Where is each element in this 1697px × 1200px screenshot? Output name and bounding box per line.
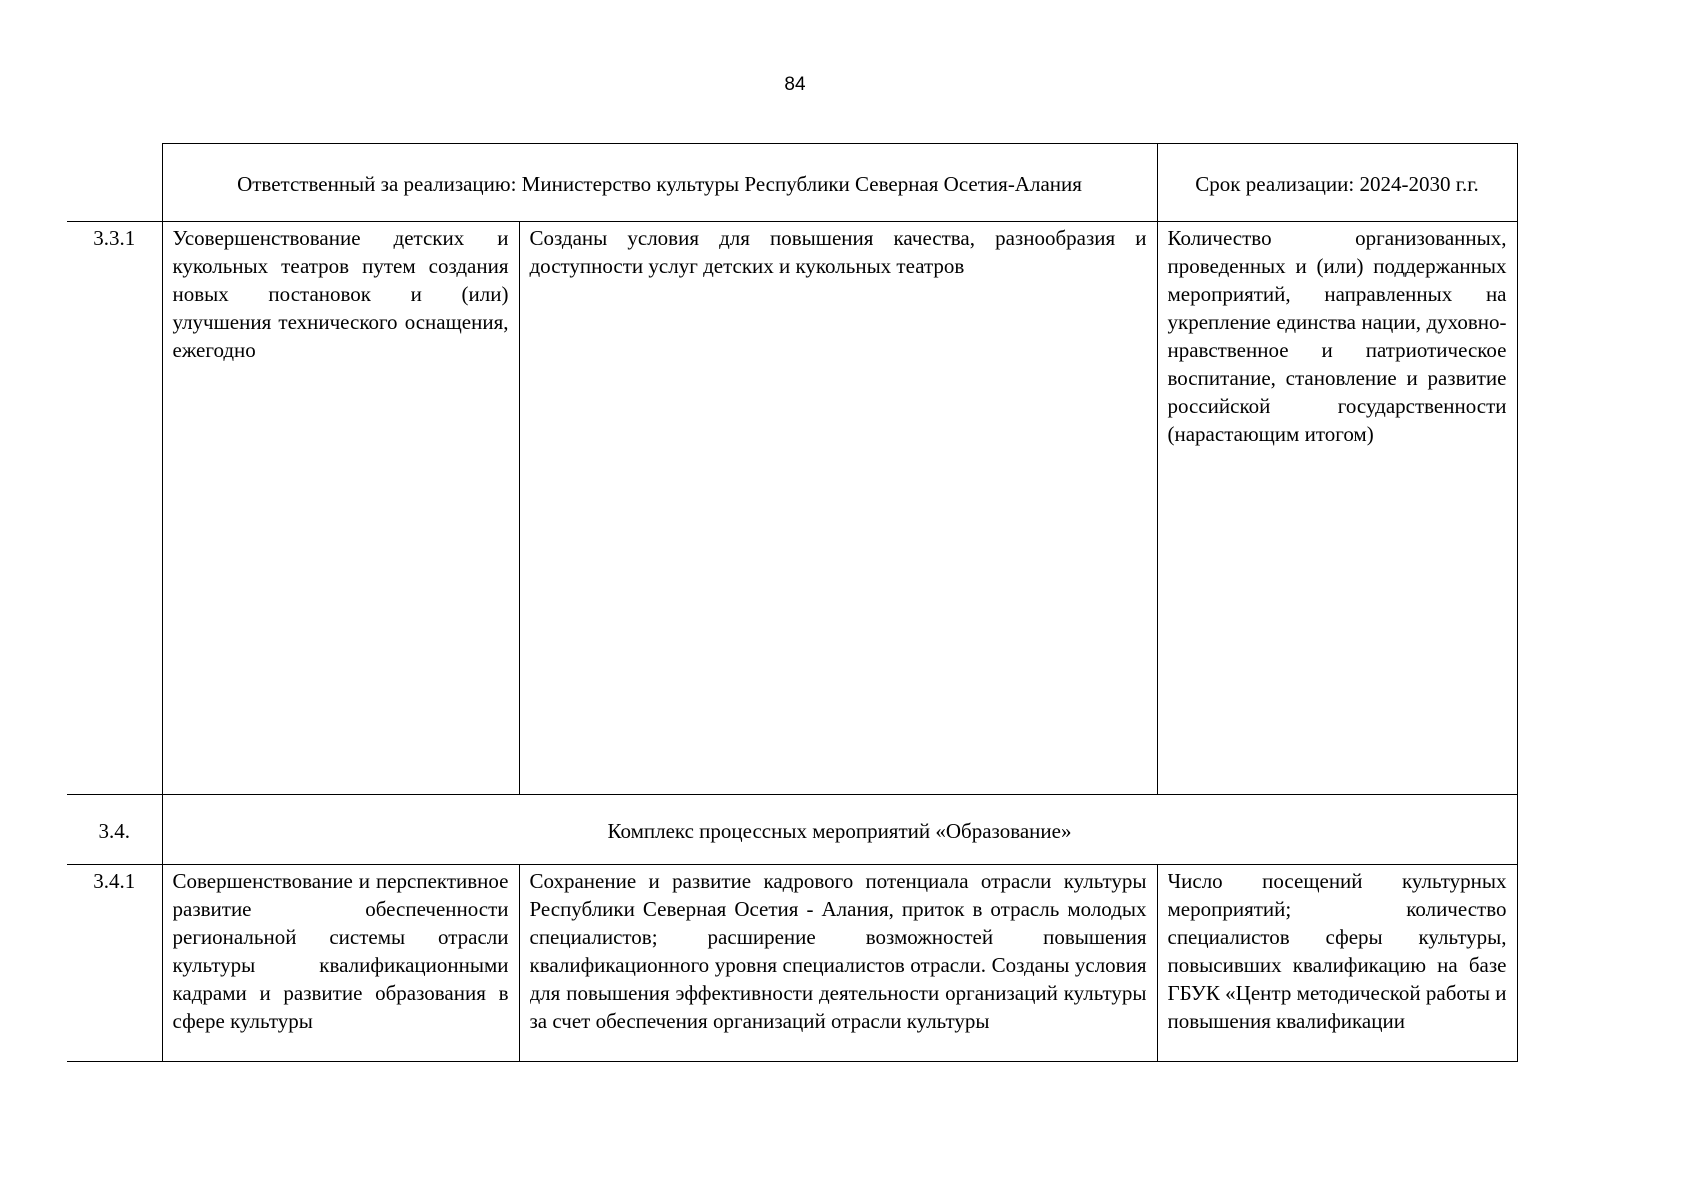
responsible-cell <box>162 144 1157 222</box>
effect-cell: Созданы условия для повышения качества, разнообразия и доступности услуг детских и кукольных театров <box>519 222 1157 795</box>
term-cell <box>1157 144 1517 222</box>
page-number: 84 <box>784 74 806 95</box>
section-title: Комплекс процессных мероприятий «Образование» <box>162 795 1517 865</box>
term-text: Срок реализации: 2024-2030 г.г. <box>1195 171 1479 196</box>
row-number: 3.4.1 <box>67 865 162 1062</box>
program-table <box>67 143 1518 1062</box>
indicator-cell <box>1157 865 1517 1062</box>
row-number: 3.3.1 <box>67 222 162 795</box>
table-row <box>67 222 1517 795</box>
task-cell: Усовершенствование детских и кукольных театров путем создания новых постановок и (или) улучшения технического оснащения, ежегодно <box>162 222 519 795</box>
section-row <box>67 795 1517 865</box>
table-header-row <box>67 144 1517 222</box>
table-row <box>67 865 1517 1062</box>
indicator-text: Число посещений культурных мероприятий; количество специалистов сферы культуры, повысивших квалификацию на базе ГБУК «Центр методической работы и повышения квалификации <box>1167 869 1507 1033</box>
indicator-cell: Количество организованных, проведенных и (или) поддержанных мероприятий, направленных на укрепление единства нации, духовно-нравственное и патриотическое воспитание, становление и развитие российской государственности (нарастающим итогом) <box>1157 222 1517 795</box>
effect-text: Сохранение и развитие кадрового потенциала отрасли культуры Республики Северная Осетия - Алания, приток в отрасль молодых специалистов; расширение возможностей повышения квалификационного уровня специалистов отрасли. Созданы условия для повышения эффективности деятельности организаций культуры за счет обеспечения организаций отрасли культуры <box>529 869 1147 1033</box>
effect-cell <box>519 865 1157 1062</box>
row-number: 3.4. <box>67 795 162 865</box>
responsible-text: Ответственный за реализацию: Министерство культуры Республики Северная Осетия-Алания <box>237 171 1082 196</box>
task-cell <box>162 865 519 1062</box>
task-text: Совершенствование и перспективное развитие обеспеченности региональной системы отрасли культуры квалификационными кадрами и развитие образования в сфере культуры <box>172 869 509 1033</box>
empty-corner-cell <box>67 144 162 222</box>
